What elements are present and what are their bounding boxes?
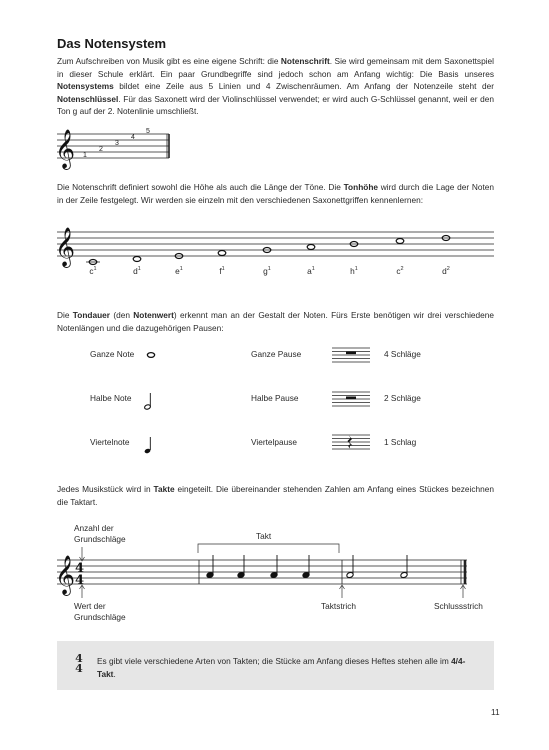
measure-staff [57, 540, 497, 600]
duration-paragraph: Die Tondauer (den Notenwert) erkennt man an der Gestalt der Noten. Fürs Erste benötigen wir drei verschiedene Notenlängen und die dazugehörigen Pausen: [57, 310, 494, 333]
half-rest-icon [332, 391, 370, 407]
whole-beats: 4 Schläge [384, 349, 421, 359]
time-signature-top: 4 [75, 561, 85, 576]
time-signature-bottom: 4 [75, 573, 85, 588]
whole-rest-icon [332, 347, 370, 363]
half-note-icon [144, 392, 154, 412]
half-beats: 2 Schläge [384, 393, 421, 403]
quarter-rest-label: Viertelpause [251, 437, 297, 447]
section-title: Das Notensystem [57, 36, 167, 51]
note-name-label: $d^1$ [133, 266, 141, 276]
quarter-note-icon [144, 436, 154, 456]
whole-note [396, 239, 404, 244]
quarter-note-label: Viertelnote [90, 437, 130, 447]
note-name-label: $g^1$ [263, 266, 271, 276]
whole-note [218, 251, 226, 256]
treble-clef-icon: 𝄞 [55, 555, 76, 595]
note-name-label: $c^2$ [396, 266, 404, 276]
page-number: 11 [491, 707, 500, 717]
line-number: 5 [146, 128, 150, 135]
count-annotation-line1: Anzahl der [74, 523, 114, 533]
line-number: 2 [99, 146, 103, 153]
whole-note-label: Ganze Note [90, 349, 135, 359]
note-name-label: $f^1$ [219, 266, 225, 276]
note-name-label: $c^1$ [89, 266, 97, 276]
line-number: 1 [83, 152, 87, 159]
barline-label: Taktstrich [321, 601, 357, 611]
count-annotation-line2: Grundschläge [74, 534, 126, 544]
staff-lines-numbered [55, 128, 177, 169]
treble-clef-icon: 𝄞 [55, 129, 76, 169]
line-number: 4 [131, 134, 135, 141]
info-callout [57, 641, 494, 690]
half-note-label: Halbe Note [90, 393, 132, 403]
pitch-staff [57, 226, 497, 266]
pitch-paragraph: Die Notenschrift definiert sowohl die Höhe als auch die Länge der Töne. Die Tonhöhe wird durch die Lage der Noten in der Zeile festgelegt. Wir werden sie einzeln mit den verschiedenen Saxonettgriffen kennenlernen: [57, 182, 494, 205]
note-name-label: $d^2$ [442, 266, 450, 276]
quarter-beats: 1 Schlag [384, 437, 417, 447]
whole-note-icon [146, 351, 156, 359]
time-signature-icon: 4 4 [75, 652, 83, 675]
value-annotation-line2: Grundschläge [74, 612, 126, 622]
note-name-label: $e^1$ [175, 266, 183, 276]
final-barline-label: Schlussstrich [434, 601, 483, 611]
line-number: 3 [115, 140, 119, 147]
whole-note [307, 245, 315, 250]
whole-note [133, 257, 141, 262]
measure-bracket [198, 544, 339, 553]
measure-bracket-label: Takt [256, 531, 272, 541]
half-rest-label: Halbe Pause [251, 393, 299, 403]
note-name-label: $h^1$ [350, 266, 358, 276]
callout-text: Es gibt viele verschiedene Arten von Takten; die Stücke am Anfang dieses Heftes stehen alle im 4/4-Takt. [97, 656, 466, 679]
whole-rest-label: Ganze Pause [251, 349, 302, 359]
value-annotation-line1: Wert der [74, 601, 106, 611]
measure-paragraph: Jedes Musikstück wird in Takte eingeteilt. Die übereinander stehenden Zahlen am Anfang eines Stückes bezeichnen die Taktart. [57, 484, 494, 507]
treble-clef-icon: 𝄞 [55, 227, 76, 267]
intro-paragraph: Zum Aufschreiben von Musik gibt es eine eigene Schrift: die Notenschrift. Sie wird gemeinsam mit dem Saxonettspiel in dieser Schule erklärt. Ein paar Grundbegriffe sind jedoch schon am Anfang wichtig: Die Basis unseres Notensystems bildet eine Zeile aus 5 Linien und 4 Zwischenräumen. Am Anfang der Notenzeile steht der Notenschlüssel. Für das Saxonett wird der Violinschlüssel verwendet; er wird auch G-Schlüssel genannt, weil er den Ton g auf der 2. Notenlinie umschließt. [57, 56, 494, 117]
note-name-label: $a^1$ [307, 266, 315, 276]
quarter-rest-icon [332, 434, 370, 450]
